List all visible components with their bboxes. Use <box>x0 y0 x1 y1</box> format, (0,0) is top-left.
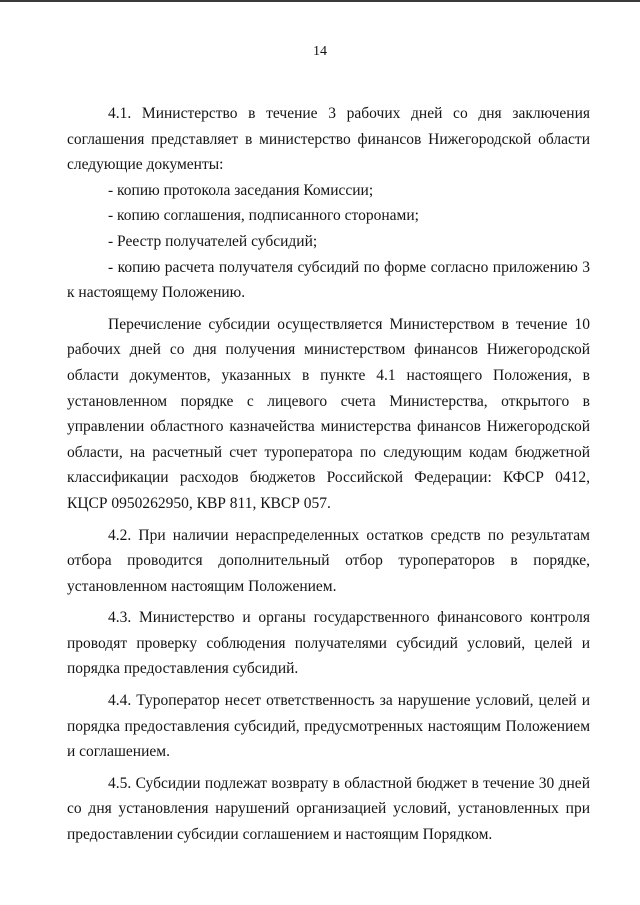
paragraph-4-3: 4.3. Министерство и органы государственного финансового контроля проводят проверку соблюдения получателями субсидий условий, целей и порядка предоставления субсидий. <box>67 609 590 678</box>
paragraph-4-4: 4.4. Туроператор несет ответственность за нарушение условий, целей и порядка предоставления субсидий, предусмотренных настоящим Положением и соглашением. <box>67 692 590 761</box>
list-item: - копию соглашения, подписанного сторонами; <box>108 207 419 225</box>
document-body <box>67 101 590 848</box>
paragraph-transfer: Перечисление субсидии осуществляется Министерством в течение 10 рабочих дней со дня получения министерством финансов Нижегородской области документов, указанных в пункте 4.1 настоящего Положения, в установленном порядке с лицевого счета Министерства, открытого в управлении областного казначейства министерства финансов Нижегородской области, на расчетный счет туроператора по следующим кодам бюджетной классификации расходов бюджетов Российской Федерации: КФСР 0412, КЦСР 0950262950, КВР 811, КВСР 057. <box>67 315 590 512</box>
page-number: 14 <box>313 44 327 59</box>
paragraph-4-2: 4.2. При наличии нераспределенных остатков средств по результатам отбора проводится дополнительный отбор туроператоров в порядке, установленном настоящим Положением. <box>67 526 590 595</box>
list-item: - Реестр получателей субсидий; <box>108 232 318 250</box>
list-item: - копию расчета получателя субсидий по форме согласно приложению 3 к настоящему Положению. <box>67 258 590 302</box>
list-item: - копию протокола заседания Комиссии; <box>108 181 374 199</box>
paragraph-4-5: 4.5. Субсидии подлежат возврату в областной бюджет в течение 30 дней со дня установления нарушений организацией условий, установленных при предоставлении субсидии соглашением и настоящим Порядком. <box>67 774 590 844</box>
page-top-edge <box>0 0 640 2</box>
paragraph-4-1-intro: 4.1. Министерство в течение 3 рабочих дней со дня заключения соглашения представляет в министерство финансов Нижегородской области следующие документы: <box>67 105 590 174</box>
